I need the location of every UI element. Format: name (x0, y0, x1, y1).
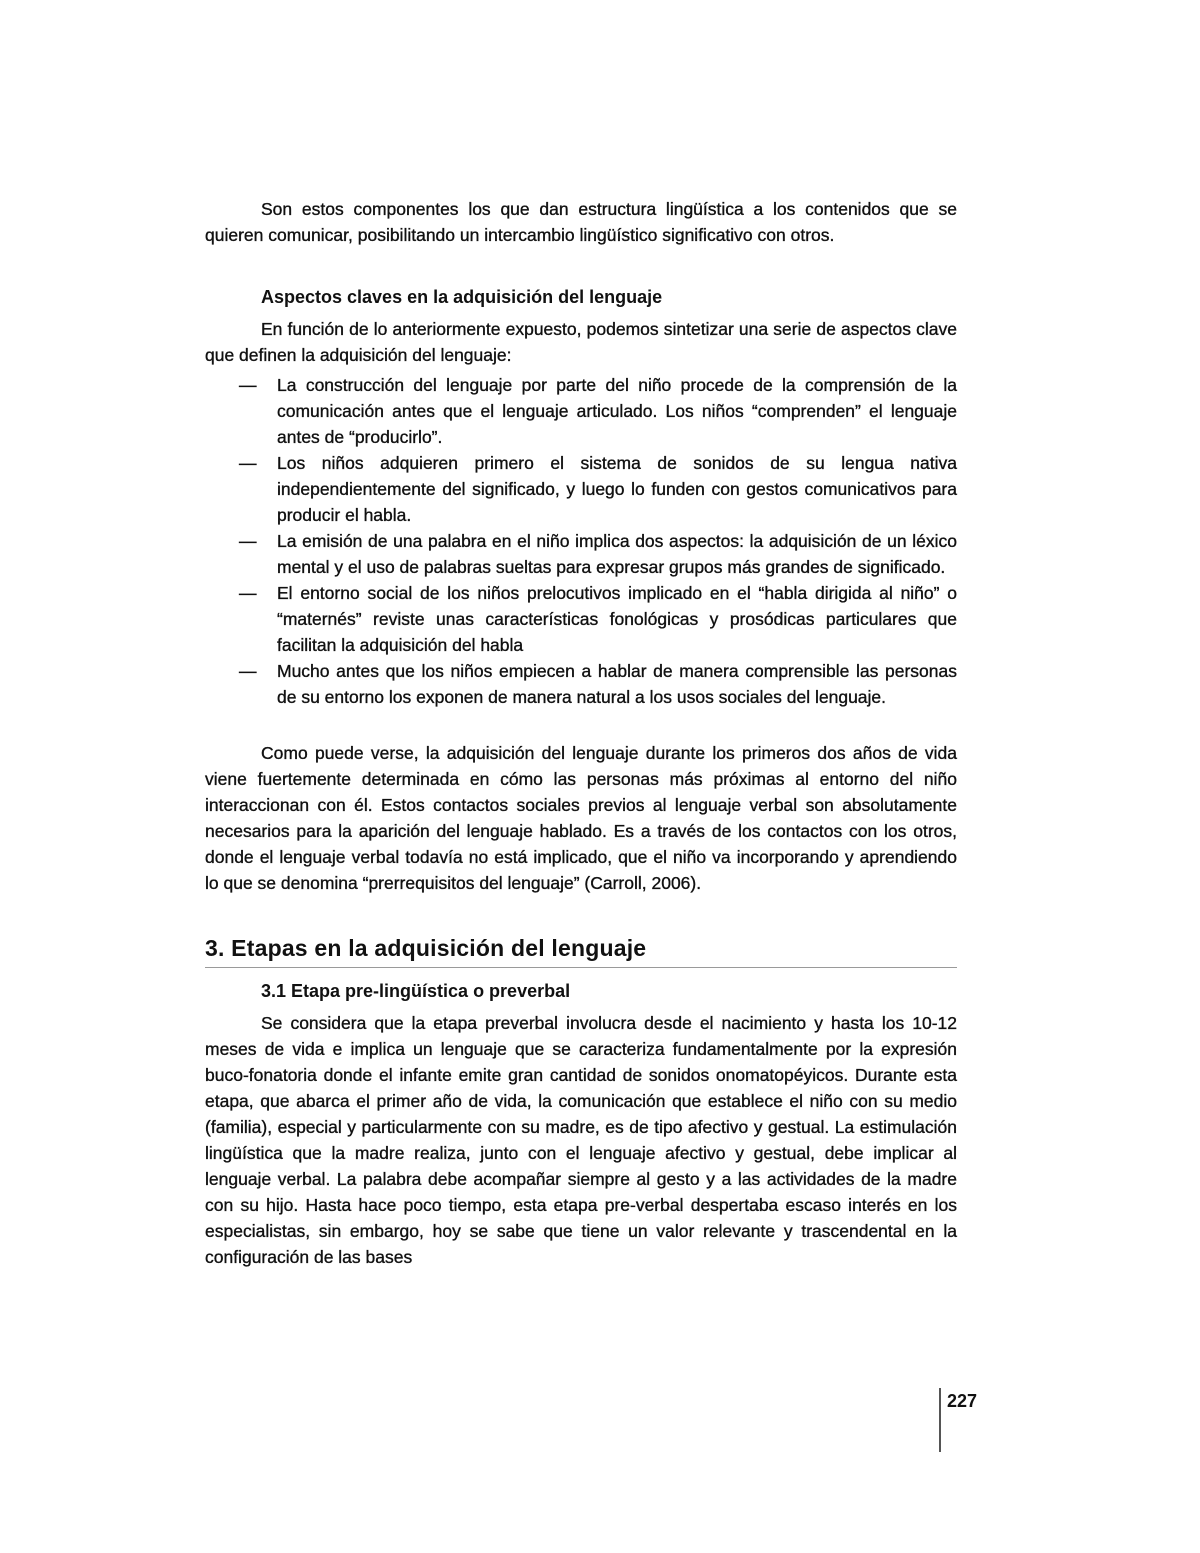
list-item-text: La construcción del lenguaje por parte del niño procede de la comprensión de la comunicación antes que el lenguaje articulado. Los niños “comprenden” el lenguaje antes de “producirlo”. (277, 375, 957, 447)
list-item-text: El entorno social de los niños prelocutivos implicado en el “habla dirigida al niño” o “maternés” reviste unas características fonológicas y prosódicas particulares que facilitan la adquisición del habla (277, 583, 957, 655)
intro-paragraph: Son estos componentes los que dan estructura lingüística a los contenidos que se quieren comunicar, posibilitando un intercambio lingüístico significativo con otros. (205, 199, 957, 245)
list-item-text: Los niños adquieren primero el sistema de sonidos de su lengua nativa independientemente del significado, y luego lo funden con gestos comunicativos para producir el habla. (277, 453, 957, 525)
list-item (205, 450, 957, 528)
list-item (205, 372, 957, 450)
section-paragraph: Se considera que la etapa preverbal involucra desde el nacimiento y hasta los 10-12 meses de vida e implica un lenguaje que se caracteriza fundamentalmente por la expresión buco-fonatoria donde el infante emite gran cantidad de sonidos onomatopéyicos. Durante esta etapa, que abarca el primer año de vida, la comunicación que establece el niño con su medio (familia), especial y particularmente con su madre, es de tipo afectivo y gestual. La estimulación lingüística que la madre realiza, junto con el lenguaje afectivo y gestual, debe implicar al lenguaje verbal. La palabra debe acompañar siempre al gesto y a las actividades de la madre con su hijo. Hasta hace poco tiempo, esta etapa pre-verbal despertaba escaso interés en los especialistas, sin embargo, hoy se sabe que tiene un valor relevante y trascendental en la configuración de las bases (205, 1013, 957, 1267)
bullet-dash: — (239, 583, 257, 603)
subsection-title: 3.1 Etapa pre-lingüística o preverbal (261, 981, 571, 1001)
aspects-heading: Aspectos claves en la adquisición del lenguaje (261, 287, 663, 307)
list-item (205, 658, 957, 710)
bullet-dash: — (239, 661, 257, 681)
aspects-list (205, 372, 957, 710)
aspects-intro-paragraph: En función de lo anteriormente expuesto, podemos sintetizar una serie de aspectos clave que definen la adquisición del lenguaje: (205, 319, 957, 365)
bullet-dash: — (239, 453, 257, 473)
bullet-dash: — (239, 531, 257, 551)
conclusion-paragraph: Como puede verse, la adquisición del lenguaje durante los primeros dos años de vida viene fuertemente determinada en cómo las personas más próximas al entorno del niño interaccionan con él. Estos contactos sociales previos al lenguaje verbal son absolutamente necesarios para la aparición del lenguaje hablado. Es a través de los contactos con los otros, donde el lenguaje verbal todavía no está implicado, que el niño va incorporando y aprendiendo lo que se denomina “prerrequisitos del lenguaje” (Carroll, 2006). (205, 743, 957, 893)
page-content (205, 196, 957, 1270)
list-item-text: La emisión de una palabra en el niño implica dos aspectos: la adquisición de un léxico mental y el uso de palabras sueltas para expresar grupos más grandes de significado. (277, 531, 957, 577)
list-item (205, 580, 957, 658)
list-item-text: Mucho antes que los niños empiecen a hablar de manera comprensible las personas de su entorno los exponen de manera natural a los usos sociales del lenguaje. (277, 661, 957, 707)
section-title: 3. Etapas en la adquisición del lenguaje (205, 932, 957, 968)
list-item (205, 528, 957, 580)
bullet-dash: — (239, 375, 257, 395)
page-number: 227 (939, 1388, 977, 1452)
